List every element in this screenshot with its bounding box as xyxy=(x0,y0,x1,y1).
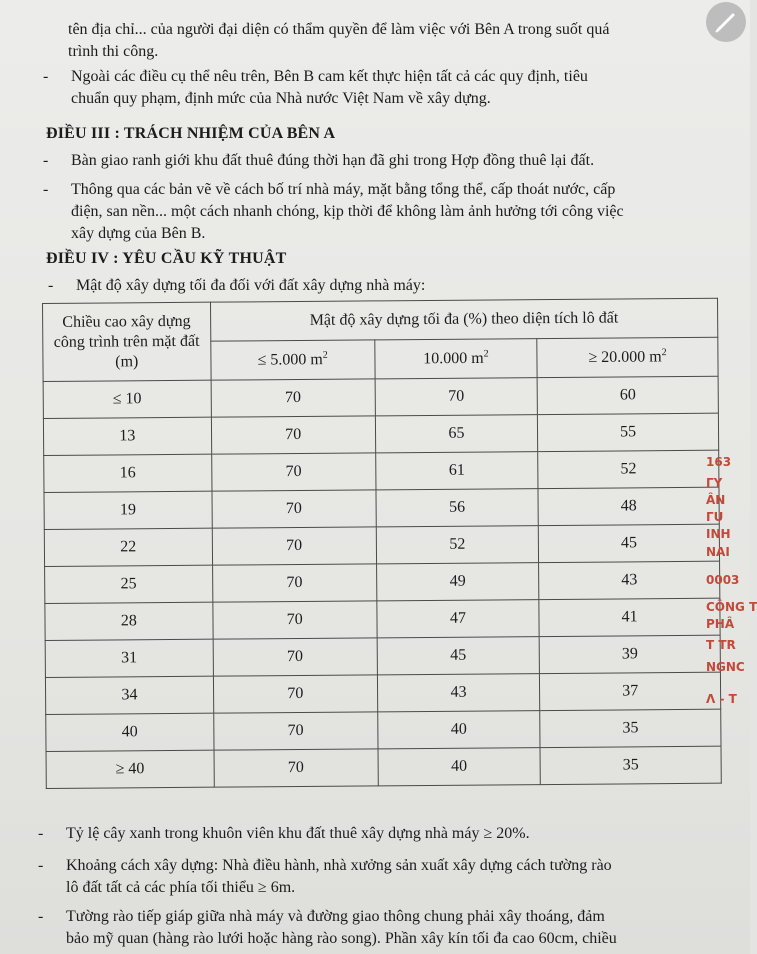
cell-area-20000: 60 xyxy=(537,376,718,414)
cell-height: 16 xyxy=(44,454,212,492)
subheader-area-5000 xyxy=(210,340,374,380)
table-row xyxy=(45,598,720,640)
header-density-group: Mật độ xây dựng tối đa (%) theo diện tích lô đất xyxy=(210,298,718,341)
section-3-bullet-1 xyxy=(43,150,595,172)
cell-height: 19 xyxy=(44,491,212,529)
edit-pen-icon[interactable] xyxy=(706,2,746,42)
cell-area-5000: 70 xyxy=(212,490,376,528)
bullet-dash: - xyxy=(43,181,49,198)
bullet-dash: - xyxy=(43,68,49,85)
section-4-heading: ĐIỀU IV : YÊU CẦU KỸ THUẬT xyxy=(46,250,287,267)
bullet-dash: - xyxy=(38,825,44,842)
after-bullet-1-text: Tỷ lệ cây xanh trong khuôn viên khu đất thuê xây dựng nhà máy ≥ 20%. xyxy=(66,825,530,842)
after-bullet-3-line-1: Tường rào tiếp giáp giữa nhà máy và đường giao thông chung phải xây thoáng, đảm xyxy=(66,908,605,925)
cell-area-10000: 70 xyxy=(375,378,538,416)
cell-area-10000: 40 xyxy=(378,748,541,786)
bullet-b-line-2: chuẩn quy phạm, định mức của Nhà nước Việt Nam về xây dựng. xyxy=(71,90,491,107)
table-row xyxy=(43,413,718,455)
after-bullet-2-line-2: lô đất tất cả các phía tối thiểu ≥ 6m. xyxy=(66,879,296,896)
after-bullet-3-line-2: bảo mỹ quan (hàng rào lưới hoặc hàng rào song). Phần xây kín tối đa cao 60cm, chiều xyxy=(66,930,617,947)
intro-paragraph xyxy=(68,19,609,63)
after-bullet-green-ratio xyxy=(38,823,530,845)
section-4-intro-text: Mật độ xây dựng tối đa đối với đất xây dựng nhà máy: xyxy=(76,277,426,294)
subheader-area-20000 xyxy=(537,337,718,377)
bullet-b-line-1: Ngoài các điều cụ thể nêu trên, Bên B cam kết thực hiện tất cả các quy định, tiêu xyxy=(71,68,588,85)
section-3-bullet-1-text: Bàn giao ranh giới khu đất thuê đúng thời hạn đã ghi trong Hợp đồng thuê lại đất. xyxy=(71,152,595,169)
stamp-text: ΓY xyxy=(706,476,723,490)
table-row xyxy=(43,376,718,418)
cell-area-20000: 45 xyxy=(538,524,719,562)
cell-area-5000: 70 xyxy=(214,749,378,787)
cell-area-20000: 35 xyxy=(540,746,721,784)
cell-area-20000: 41 xyxy=(539,598,720,636)
table-row xyxy=(44,450,719,492)
cell-area-10000: 47 xyxy=(377,600,540,638)
stamp-text: ÂN xyxy=(706,493,726,507)
table-row xyxy=(44,487,719,529)
superscript: 2 xyxy=(322,350,328,362)
table-row xyxy=(45,672,720,714)
stamp-text: ΓU xyxy=(706,510,724,524)
bullet-dash: - xyxy=(43,152,49,169)
table-row xyxy=(46,746,721,788)
cell-height: 28 xyxy=(45,602,213,640)
subheader-text: ≥ 20.000 m xyxy=(588,348,662,367)
subheader-text: 10.000 m xyxy=(423,350,484,368)
section-3-bullet-2-line-2: điện, san nền... một cách nhanh chóng, kịp thời để không làm ảnh hưởng tới công việc xyxy=(71,203,624,220)
cell-area-5000: 70 xyxy=(211,453,375,491)
cell-area-5000: 70 xyxy=(213,601,377,639)
subheader-area-10000 xyxy=(375,339,538,379)
cell-area-10000: 61 xyxy=(375,452,538,490)
cell-area-5000: 70 xyxy=(213,638,377,676)
stamp-text: 0003 xyxy=(706,573,740,587)
cell-area-20000: 52 xyxy=(538,450,719,488)
table-header-row xyxy=(43,298,718,342)
bullet-dash: - xyxy=(38,908,44,925)
cell-area-5000: 70 xyxy=(212,527,376,565)
bullet-b-commitment xyxy=(43,66,588,110)
table-row xyxy=(45,561,720,603)
stamp-text: PHÂ xyxy=(706,617,735,631)
stamp-text: NAI xyxy=(706,545,730,559)
section-4-intro xyxy=(48,275,426,297)
cell-height: 22 xyxy=(44,528,212,566)
table-row xyxy=(44,524,719,566)
stamp-text: T TR xyxy=(706,638,736,652)
stamp-text: NGNC xyxy=(706,660,745,674)
section-3-bullet-2 xyxy=(43,179,624,245)
cell-height: 13 xyxy=(43,417,211,455)
building-density-table xyxy=(42,298,722,789)
cell-area-5000: 70 xyxy=(213,712,377,750)
cell-area-5000: 70 xyxy=(211,416,375,454)
cell-height: ≤ 10 xyxy=(43,380,211,418)
bullet-dash: - xyxy=(48,277,54,294)
cell-height: 40 xyxy=(46,713,214,751)
superscript: 2 xyxy=(483,348,489,360)
after-bullet-2-line-1: Khoảng cách xây dựng: Nhà điều hành, nhà xưởng sản xuất xây dựng cách tường rào xyxy=(66,857,612,874)
section-3-bullet-2-line-1: Thông qua các bản vẽ về cách bố trí nhà máy, mặt bằng tổng thể, cấp thoát nước, cấp xyxy=(71,181,616,198)
cell-area-10000: 43 xyxy=(377,674,540,712)
cell-area-10000: 45 xyxy=(377,637,540,675)
cell-area-20000: 39 xyxy=(539,635,720,673)
cell-area-10000: 56 xyxy=(376,489,539,527)
section-3-heading: ĐIỀU III : TRÁCH NHIỆM CỦA BÊN A xyxy=(46,125,336,142)
stamp-text: INH xyxy=(706,527,731,541)
table-row xyxy=(46,709,721,751)
cell-area-5000: 70 xyxy=(212,564,376,602)
cell-area-10000: 65 xyxy=(375,415,538,453)
superscript: 2 xyxy=(661,347,667,359)
cell-area-20000: 55 xyxy=(538,413,719,451)
cell-area-10000: 49 xyxy=(376,563,539,601)
cell-height: 25 xyxy=(45,565,213,603)
cell-area-20000: 37 xyxy=(540,672,721,710)
header-height-column: Chiều cao xây dựng công trình trên mặt đất (m) xyxy=(43,302,211,381)
stamp-text: 163 xyxy=(706,455,732,469)
cell-area-20000: 35 xyxy=(540,709,721,747)
subheader-text: ≤ 5.000 m xyxy=(257,351,323,369)
cell-area-10000: 52 xyxy=(376,526,539,564)
cell-area-10000: 40 xyxy=(377,711,540,749)
cell-height: ≥ 40 xyxy=(46,750,214,788)
bullet-dash: - xyxy=(38,857,44,874)
cell-area-20000: 48 xyxy=(538,487,719,525)
section-3-bullet-2-line-3: xây dựng của Bên B. xyxy=(71,225,206,242)
cell-height: 34 xyxy=(45,676,213,714)
intro-line-1: tên địa chỉ... của người đại diện có thẩm quyền để làm việc với Bên A trong suốt quá xyxy=(68,21,610,38)
after-bullet-fence xyxy=(38,906,617,950)
cell-area-5000: 70 xyxy=(211,379,375,417)
cell-area-20000: 43 xyxy=(539,561,720,599)
cell-area-5000: 70 xyxy=(213,675,377,713)
stamp-text: CÔNG T xyxy=(706,600,757,614)
cell-height: 31 xyxy=(45,639,213,677)
after-bullet-distance xyxy=(38,855,612,899)
table-row xyxy=(45,635,720,677)
intro-line-2: trình thi công. xyxy=(68,43,159,60)
stamp-text: Λ - Τ xyxy=(706,692,737,706)
